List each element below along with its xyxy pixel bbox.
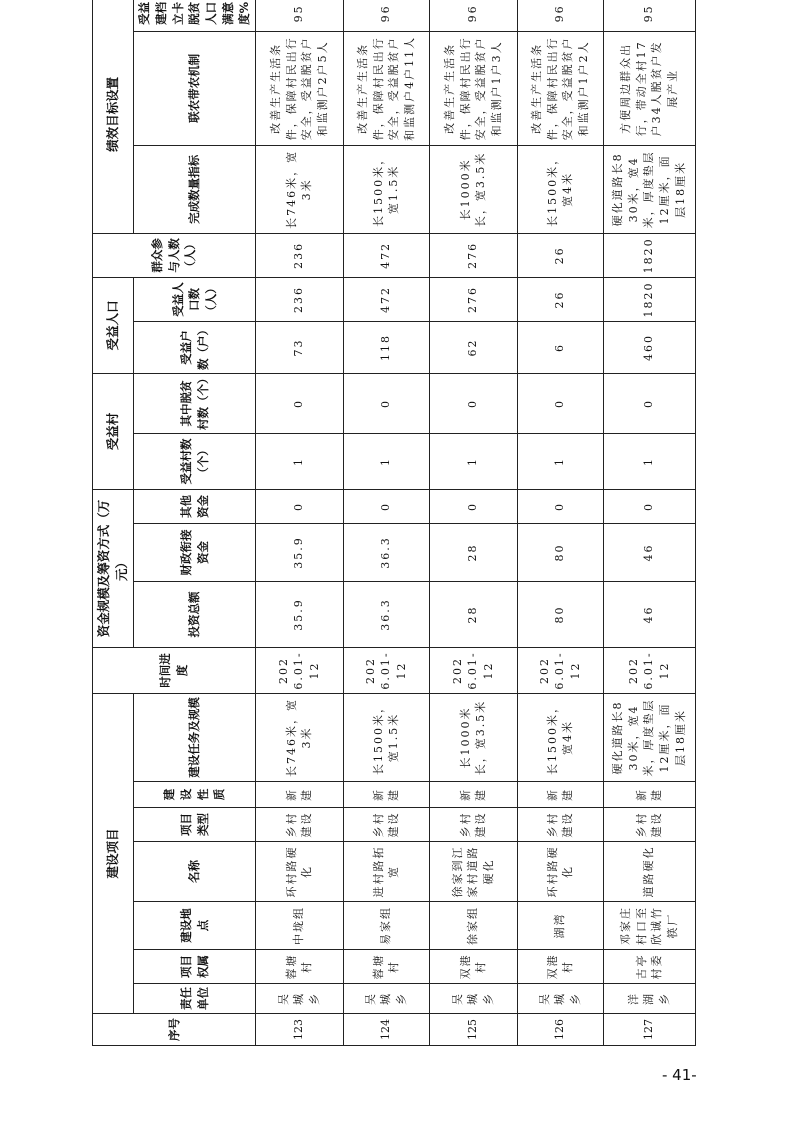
header-nature: 建设性质: [134, 782, 256, 808]
header-index: 序号: [93, 1014, 256, 1046]
cell-satisfaction: 95: [603, 0, 695, 31]
cell-poverty-villages: 0: [343, 373, 429, 433]
cell-unit: 洋湖乡: [603, 984, 695, 1014]
cell-households: 118: [343, 321, 429, 373]
cell-poverty-villages: 0: [517, 373, 603, 433]
cell-population: 472: [343, 277, 429, 321]
cell-quantity: 长1500米，宽4米: [517, 145, 603, 233]
cell-schedule: 2026.01-12: [517, 647, 603, 693]
cell-unit: 吴城乡: [429, 984, 517, 1014]
cell-task: 长1500米，宽4米: [517, 693, 603, 781]
cell-mechanism: 改善生产生活条件，保障村民出行安全，受益脱贫户和监测户1户2人: [517, 31, 603, 145]
cell-nature: 新建: [255, 782, 343, 808]
cell-name: 环村路硬化: [517, 842, 603, 902]
cell-satisfaction: 96: [343, 0, 429, 31]
cell-mechanism: 方便周边群众出行，带动全村17户34人脱贫户发展产业: [603, 31, 695, 145]
cell-total: 80: [517, 581, 603, 647]
cell-name: 徐家到江家村道路硬化: [429, 842, 517, 902]
cell-other: 0: [255, 489, 343, 523]
cell-task: 长1500米，宽1.5米: [343, 693, 429, 781]
cell-index: 125: [429, 1014, 517, 1046]
cell-type: 乡村建设: [517, 808, 603, 842]
cell-satisfaction: 95: [255, 0, 343, 31]
cell-participants: 26: [517, 233, 603, 277]
cell-poverty-villages: 0: [429, 373, 517, 433]
cell-nature: 新建: [343, 782, 429, 808]
cell-villages: 1: [429, 433, 517, 489]
cell-quantity: 硬化道路长830米，宽4米，厚度垫层12厘米，面层18厘米: [603, 145, 695, 233]
cell-villages: 1: [603, 433, 695, 489]
cell-other: 0: [343, 489, 429, 523]
cell-nature: 新建: [603, 782, 695, 808]
cell-schedule: 2026.01-12: [255, 647, 343, 693]
cell-type: 乡村建设: [603, 808, 695, 842]
cell-schedule: 2026.01-12: [343, 647, 429, 693]
cell-households: 6: [517, 321, 603, 373]
header-location: 建设地点: [134, 902, 256, 950]
cell-fiscal: 46: [603, 523, 695, 581]
cell-total: 36.3: [343, 581, 429, 647]
cell-name: 道路硬化: [603, 842, 695, 902]
header-funding-group: 资金规模及筹资方式（万元）: [93, 489, 134, 647]
cell-fiscal: 36.3: [343, 523, 429, 581]
cell-type: 乡村建设: [343, 808, 429, 842]
cell-population: 236: [255, 277, 343, 321]
cell-schedule: 2026.01-12: [429, 647, 517, 693]
cell-name: 进村路拓宽: [343, 842, 429, 902]
header-poverty-villages: 其中脱贫村数（个）: [134, 373, 256, 433]
cell-households: 460: [603, 321, 695, 373]
page-number: - 41-: [662, 1066, 697, 1084]
cell-name: 环村路硬化: [255, 842, 343, 902]
header-schedule: 时间进度: [93, 647, 256, 693]
cell-population: 1820: [603, 277, 695, 321]
cell-owner: 双港村: [429, 950, 517, 984]
cell-satisfaction: 96: [429, 0, 517, 31]
cell-total: 35.9: [255, 581, 343, 647]
header-total: 投资总额: [134, 581, 256, 647]
header-population: 受益人口数（人）: [134, 277, 256, 321]
cell-location: 邓家庄村口至欣诚竹筷厂: [603, 902, 695, 950]
table-row: [429, 0, 517, 1046]
cell-participants: 236: [255, 233, 343, 277]
cell-type: 乡村建设: [429, 808, 517, 842]
table-row: [255, 0, 343, 1046]
project-table: [92, 0, 696, 1046]
cell-villages: 1: [255, 433, 343, 489]
cell-unit: 吴城乡: [517, 984, 603, 1014]
cell-satisfaction: 96: [517, 0, 603, 31]
cell-quantity: 长746米，宽3米: [255, 145, 343, 233]
rotated-table-container: [92, 1, 688, 1046]
cell-nature: 新建: [429, 782, 517, 808]
table-row: [603, 0, 695, 1046]
table-row: [343, 0, 429, 1046]
cell-task: 长746米，宽3米: [255, 693, 343, 781]
header-task-scale: 建设任务及规模: [134, 693, 256, 781]
cell-index: 124: [343, 1014, 429, 1046]
cell-other: 0: [517, 489, 603, 523]
cell-unit: 吴城乡: [343, 984, 429, 1014]
cell-mechanism: 改善生产生活条件，保障村民出行安全，受益脱贫户和监测户4户11人: [343, 31, 429, 145]
cell-owner: 双港村: [517, 950, 603, 984]
cell-fiscal: 28: [429, 523, 517, 581]
cell-location: 易家组: [343, 902, 429, 950]
cell-poverty-villages: 0: [603, 373, 695, 433]
cell-mechanism: 改善生产生活条件，保障村民出行安全，受益脱贫户和监测户2户5人: [255, 31, 343, 145]
cell-unit: 吴城乡: [255, 984, 343, 1014]
cell-location: 湖湾: [517, 902, 603, 950]
cell-villages: 1: [343, 433, 429, 489]
header-population-group: 受益人口: [93, 277, 134, 373]
cell-population: 26: [517, 277, 603, 321]
header-name: 名称: [134, 842, 256, 902]
cell-population: 276: [429, 277, 517, 321]
cell-fiscal: 35.9: [255, 523, 343, 581]
cell-quantity: 长1500米，宽1.5米: [343, 145, 429, 233]
cell-location: 中垅组: [255, 902, 343, 950]
table-row: [517, 0, 603, 1046]
header-other: 其他资金: [134, 489, 256, 523]
cell-schedule: 2026.01-12: [603, 647, 695, 693]
cell-owner: 蓉塘村: [255, 950, 343, 984]
cell-participants: 1820: [603, 233, 695, 277]
cell-index: 126: [517, 1014, 603, 1046]
cell-index: 123: [255, 1014, 343, 1046]
cell-owner: 古亭村委: [603, 950, 695, 984]
cell-quantity: 长1000米长，宽3.5米: [429, 145, 517, 233]
cell-participants: 472: [343, 233, 429, 277]
cell-fiscal: 80: [517, 523, 603, 581]
cell-total: 46: [603, 581, 695, 647]
cell-other: 0: [603, 489, 695, 523]
header-performance-group: 绩效目标设置: [93, 0, 134, 233]
header-responsible-unit: 责任单位: [134, 984, 256, 1014]
cell-total: 28: [429, 581, 517, 647]
header-village-group: 受益村: [93, 373, 134, 489]
cell-households: 62: [429, 321, 517, 373]
cell-other: 0: [429, 489, 517, 523]
cell-task: 长1000米长，宽3.5米: [429, 693, 517, 781]
header-mechanism: 联农带农机制: [134, 31, 256, 145]
header-participants: 群众参与人数（人）: [93, 233, 256, 277]
header-type: 项目类型: [134, 808, 256, 842]
header-quantity: 完成数量指标: [134, 145, 256, 233]
cell-poverty-villages: 0: [255, 373, 343, 433]
header-ownership: 项目权属: [134, 950, 256, 984]
header-fiscal: 财政衔接资金: [134, 523, 256, 581]
cell-type: 乡村建设: [255, 808, 343, 842]
header-benefit-villages: 受益村数（个）: [134, 433, 256, 489]
header-households: 受益户数（户）: [134, 321, 256, 373]
cell-index: 127: [603, 1014, 695, 1046]
cell-nature: 新建: [517, 782, 603, 808]
cell-location: 徐家组: [429, 902, 517, 950]
cell-task: 硬化道路长830米，宽4米，厚度垫层12厘米，面层18厘米: [603, 693, 695, 781]
cell-households: 73: [255, 321, 343, 373]
header-satisfaction: 受益建档立卡脱贫人口满意度%: [134, 0, 256, 31]
cell-mechanism: 改善生产生活条件，保障村民出行安全，受益脱贫户和监测户1户3人: [429, 31, 517, 145]
cell-villages: 1: [517, 433, 603, 489]
cell-owner: 蓉塘村: [343, 950, 429, 984]
cell-participants: 276: [429, 233, 517, 277]
header-project-group: 建设项目: [93, 693, 134, 1013]
